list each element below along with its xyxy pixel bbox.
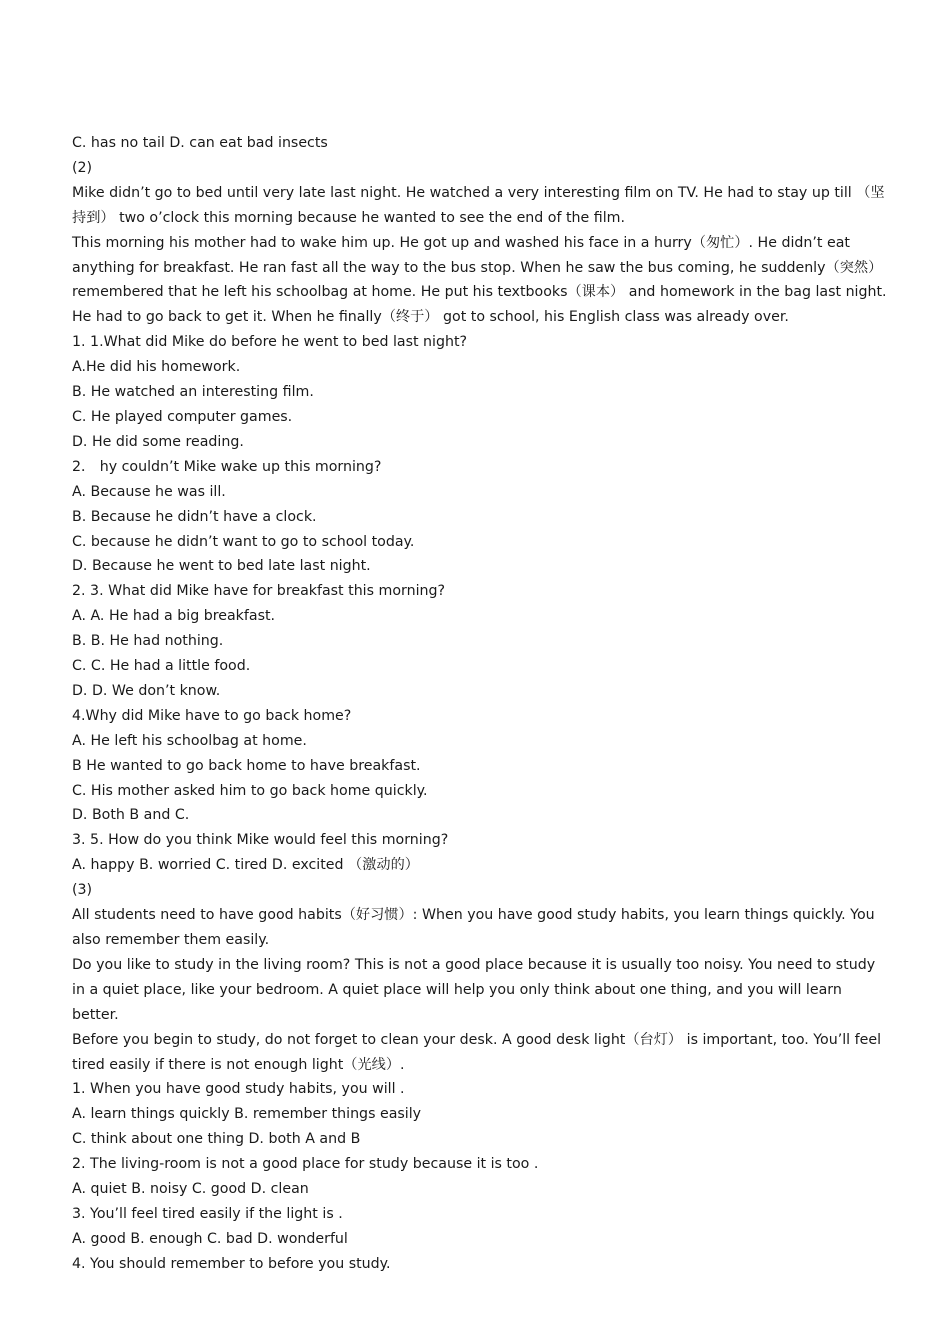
passage-paragraph: Before you begin to study, do not forget to clean your desk. A good desk light（台灯） is important, too. You’ll feel tired easily if there is not enough light（光线）. (72, 1031, 886, 1073)
option-line: A. A. He had a big breakfast. (72, 608, 276, 625)
option-line: A. good B. enough C. bad D. wonderful (72, 1230, 348, 1247)
question-line: 1. When you have good study habits, you will . (72, 1081, 405, 1098)
option-line: B. B. He had nothing. (72, 633, 224, 650)
option-line: C. He played computer games. (72, 408, 293, 425)
question-line: 2. 3. What did Mike have for breakfast this morning? (72, 583, 446, 600)
section-number: (2) (72, 159, 93, 176)
option-line: C. because he didn’t want to go to school today. (72, 533, 415, 550)
option-line: A. He left his schoolbag at home. (72, 732, 307, 749)
option-line: A. happy B. worried C. tired D. excited （激动的） (72, 857, 419, 874)
section-number: (3) (72, 882, 93, 899)
question-line: 2. The living-room is not a good place for study because it is too . (72, 1156, 539, 1173)
option-line: A. Because he was ill. (72, 483, 226, 500)
option-line: C. has no tail D. can eat bad insects (72, 135, 328, 151)
passage-paragraph: All students need to have good habits（好习惯）: When you have good study habits, you learn things quickly. You also remember them easily. (72, 907, 880, 948)
option-line: B. He watched an interesting film. (72, 384, 314, 401)
document-page (72, 131, 892, 1277)
passage-paragraph: This morning his mother had to wake him up. He got up and washed his face in a hurry（匆忙）. He didn’t eat anything for breakfast. He ran fast all the way to the bus stop. When he saw the bus coming, he suddenly（突然） remembered that he left his schoolbag at home. He put his textbooks（课本） and homework in the bag last night. He had to go back to get it. When he finally（终于） got to school, his English class was already over. (72, 234, 892, 326)
passage-paragraph: Do you like to study in the living room? This is not a good place because it is usually too noisy. You need to study in a quiet place, like your bedroom. A quiet place will help you only think about one thing, and you will learn better. (72, 956, 880, 1023)
passage-paragraph: Mike didn’t go to bed until very late last night. He watched a very interesting film on TV. He had to stay up till （坚持到） two o’clock this morning because he wanted to see the end of the film. (72, 184, 885, 226)
option-line: C. C. He had a little food. (72, 658, 251, 675)
option-line: B He wanted to go back home to have breakfast. (72, 757, 421, 774)
question-line: 1. 1.What did Mike do before he went to bed last night? (72, 334, 468, 351)
option-line: D. Both B and C. (72, 807, 190, 824)
option-line: C. His mother asked him to go back home quickly. (72, 782, 428, 799)
question-line: 2． hy couldn’t Mike wake up this morning? (72, 458, 382, 475)
option-line: A. quiet B. noisy C. good D. clean (72, 1181, 309, 1198)
question-line: 3. You’ll feel tired easily if the light is . (72, 1205, 343, 1222)
question-line: 4.Why did Mike have to go back home? (72, 707, 352, 724)
option-line: D. He did some reading. (72, 433, 244, 450)
option-line: D. D. We don’t know. (72, 682, 221, 699)
option-line: B. Because he didn’t have a clock. (72, 508, 317, 525)
option-line: A.He did his homework. (72, 359, 241, 376)
option-line: A. learn things quickly B. remember things easily (72, 1106, 422, 1123)
question-line: 3. 5. How do you think Mike would feel this morning? (72, 832, 449, 849)
option-line: D. Because he went to bed late last night. (72, 558, 371, 575)
question-line: 4. You should remember to before you study. (72, 1255, 391, 1272)
option-line: C. think about one thing D. both A and B (72, 1131, 361, 1148)
